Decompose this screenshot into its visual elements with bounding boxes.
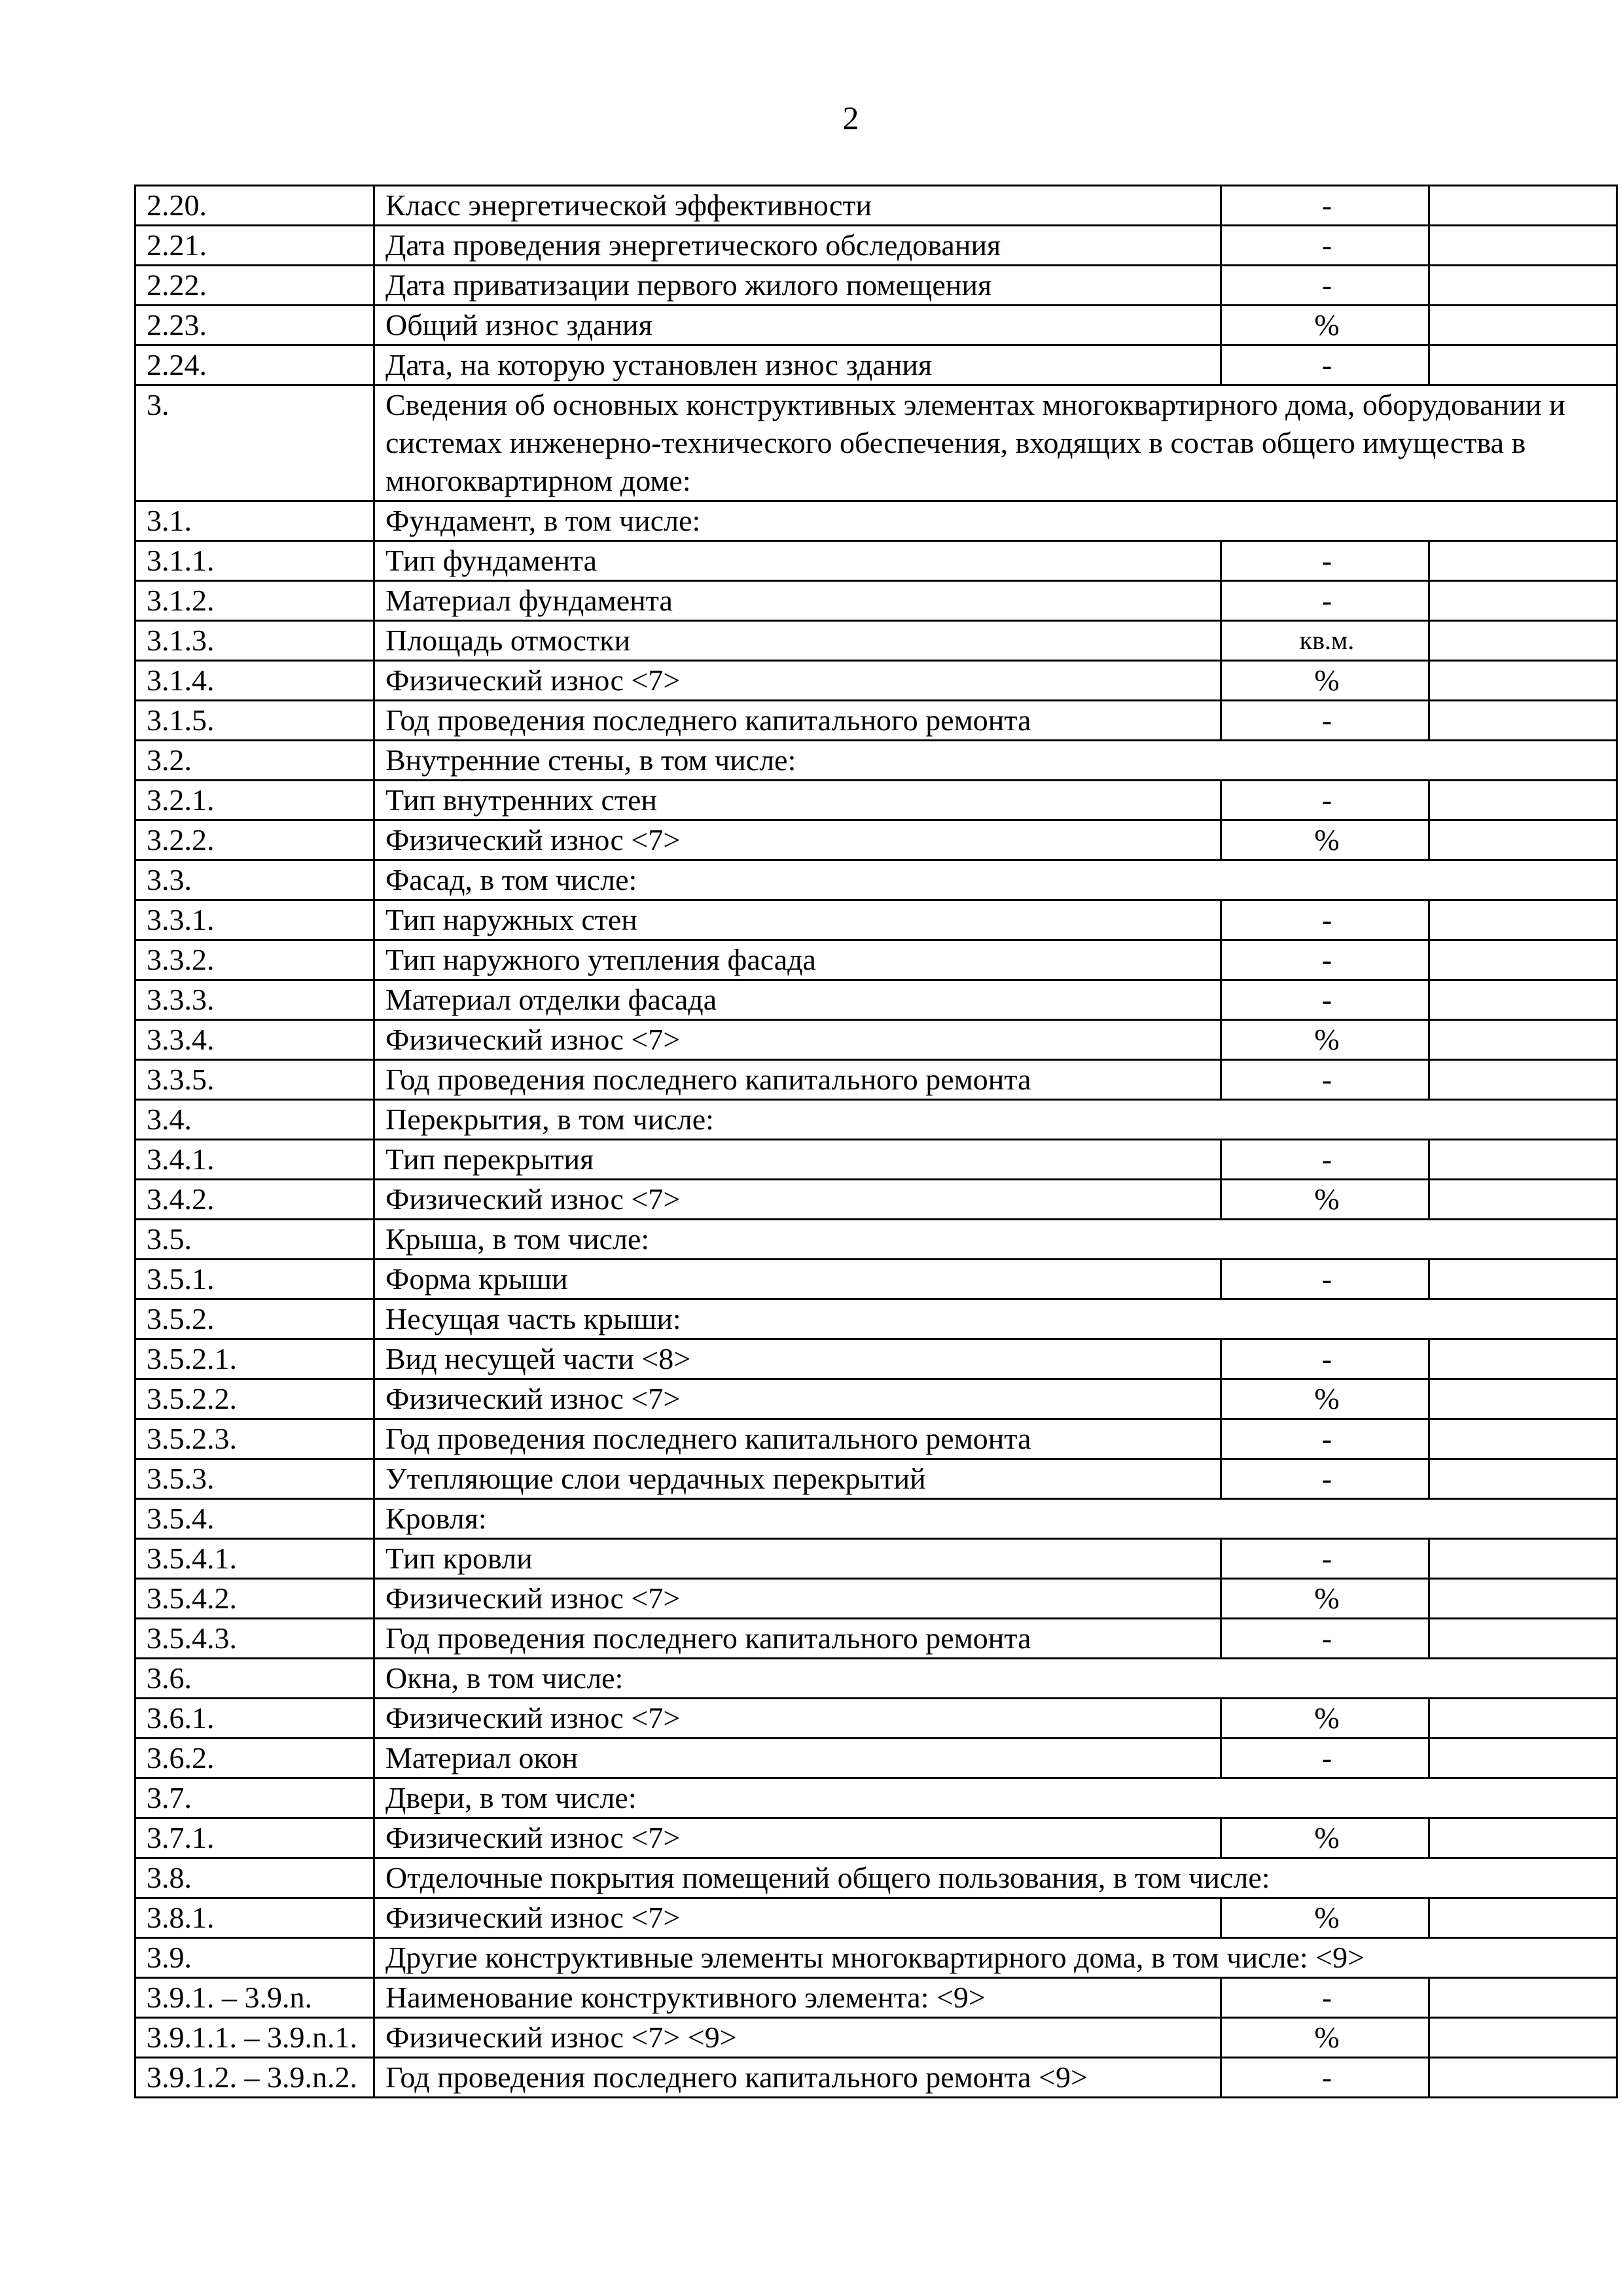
- section-title: Отделочные покрытия помещений общего пользования, в том числе:: [374, 1858, 1617, 1898]
- table-row: [135, 186, 1617, 226]
- section-title: Внутренние стены, в том числе:: [374, 741, 1617, 781]
- section-title: Фасад, в том числе:: [374, 860, 1617, 900]
- row-value: [1429, 1459, 1617, 1499]
- row-name: Класс энергетической эффективности: [374, 186, 1221, 226]
- row-number: 3.1.3.: [135, 621, 374, 661]
- row-name: Тип наружного утепления фасада: [374, 940, 1221, 980]
- section-title: Другие конструктивные элементы многоквартирного дома, в том числе: <9>: [374, 1938, 1617, 1978]
- table-row: [135, 1978, 1617, 2018]
- row-value: [1429, 1739, 1617, 1778]
- row-name: Дата, на которую установлен износ здания: [374, 345, 1221, 385]
- row-unit: -: [1221, 266, 1429, 306]
- table-row: [135, 226, 1617, 266]
- row-name: Год проведения последнего капитального ремонта: [374, 1419, 1221, 1459]
- row-unit: -: [1221, 581, 1429, 621]
- row-unit: -: [1221, 226, 1429, 266]
- row-number: 3.5.4.: [135, 1499, 374, 1539]
- row-number: 3.2.2.: [135, 821, 374, 860]
- row-value: [1429, 1699, 1617, 1739]
- row-number: 3.5.4.1.: [135, 1539, 374, 1579]
- row-unit: %: [1221, 821, 1429, 860]
- section-row: [135, 1778, 1617, 1818]
- table-row: [135, 1539, 1617, 1579]
- table-row: [135, 900, 1617, 940]
- section-title: Кровля:: [374, 1499, 1617, 1539]
- row-name: Тип перекрытия: [374, 1140, 1221, 1180]
- row-unit: -: [1221, 1060, 1429, 1100]
- row-name: Физический износ <7>: [374, 661, 1221, 701]
- row-value: [1429, 1619, 1617, 1659]
- row-number: 3.4.: [135, 1100, 374, 1140]
- row-unit: -: [1221, 1978, 1429, 2018]
- table-row: [135, 1898, 1617, 1938]
- row-number: 3.2.1.: [135, 781, 374, 821]
- page-number: 2: [842, 99, 859, 136]
- table-row: [135, 1060, 1617, 1100]
- row-value: [1429, 1379, 1617, 1419]
- section-row: [135, 1499, 1617, 1539]
- table-row: [135, 1579, 1617, 1619]
- row-value: [1429, 1180, 1617, 1220]
- table-row: [135, 1180, 1617, 1220]
- table-row: [135, 701, 1617, 741]
- row-name: Материал отделки фасада: [374, 980, 1221, 1020]
- row-name: Год проведения последнего капитального ремонта: [374, 1060, 1221, 1100]
- row-number: 3.3.3.: [135, 980, 374, 1020]
- row-value: [1429, 621, 1617, 661]
- table-row: [135, 306, 1617, 345]
- table-row: [135, 781, 1617, 821]
- row-name: Вид несущей части <8>: [374, 1339, 1221, 1379]
- row-number: 3.4.1.: [135, 1140, 374, 1180]
- row-name: Физический износ <7> <9>: [374, 2018, 1221, 2058]
- row-name: Дата приватизации первого жилого помещения: [374, 266, 1221, 306]
- row-number: 3.5.2.2.: [135, 1379, 374, 1419]
- row-number: 3.5.4.3.: [135, 1619, 374, 1659]
- row-number: 3.8.1.: [135, 1898, 374, 1938]
- row-unit: -: [1221, 186, 1429, 226]
- table-row: [135, 1379, 1617, 1419]
- row-name: Физический износ <7>: [374, 1579, 1221, 1619]
- row-unit: -: [1221, 781, 1429, 821]
- row-value: [1429, 541, 1617, 581]
- table-row: [135, 266, 1617, 306]
- row-name: Физический износ <7>: [374, 1699, 1221, 1739]
- row-name: Физический износ <7>: [374, 821, 1221, 860]
- row-value: [1429, 1140, 1617, 1180]
- section-row: [135, 1100, 1617, 1140]
- row-number: 3.5.2.3.: [135, 1419, 374, 1459]
- row-name: Утепляющие слои чердачных перекрытий: [374, 1459, 1221, 1499]
- row-unit: -: [1221, 1260, 1429, 1299]
- row-number: 3.1.5.: [135, 701, 374, 741]
- row-name: Год проведения последнего капитального ремонта: [374, 1619, 1221, 1659]
- row-number: 3.: [135, 385, 374, 501]
- row-value: [1429, 1260, 1617, 1299]
- section-row: [135, 1858, 1617, 1898]
- row-name: Тип внутренних стен: [374, 781, 1221, 821]
- row-unit: %: [1221, 1818, 1429, 1858]
- row-unit: -: [1221, 2058, 1429, 2098]
- row-value: [1429, 781, 1617, 821]
- table-row: [135, 1419, 1617, 1459]
- row-value: [1429, 1898, 1617, 1938]
- row-value: [1429, 2058, 1617, 2098]
- row-number: 2.22.: [135, 266, 374, 306]
- row-name: Материал фундамента: [374, 581, 1221, 621]
- section-row: [135, 860, 1617, 900]
- row-unit: %: [1221, 1180, 1429, 1220]
- row-number: 3.6.2.: [135, 1739, 374, 1778]
- table-row: [135, 1818, 1617, 1858]
- section-row: [135, 1299, 1617, 1339]
- row-name: Физический износ <7>: [374, 1379, 1221, 1419]
- table-row: [135, 2058, 1617, 2098]
- row-number: 3.9.1. – 3.9.n.: [135, 1978, 374, 2018]
- row-value: [1429, 2018, 1617, 2058]
- row-unit: %: [1221, 306, 1429, 345]
- row-value: [1429, 1579, 1617, 1619]
- row-number: 2.20.: [135, 186, 374, 226]
- row-value: [1429, 900, 1617, 940]
- row-name: Дата проведения энергетического обследования: [374, 226, 1221, 266]
- table-row: [135, 1699, 1617, 1739]
- row-name: Наименование конструктивного элемента: <9>: [374, 1978, 1221, 2018]
- row-number: 2.21.: [135, 226, 374, 266]
- row-unit: -: [1221, 980, 1429, 1020]
- row-number: 3.7.: [135, 1778, 374, 1818]
- row-value: [1429, 1419, 1617, 1459]
- table-row: [135, 1739, 1617, 1778]
- row-value: [1429, 581, 1617, 621]
- passport-table: [134, 185, 1618, 2098]
- table-row: [135, 980, 1617, 1020]
- row-unit: %: [1221, 1699, 1429, 1739]
- row-unit: -: [1221, 345, 1429, 385]
- row-number: 3.5.4.2.: [135, 1579, 374, 1619]
- row-name: Физический износ <7>: [374, 1898, 1221, 1938]
- section-title: Окна, в том числе:: [374, 1659, 1617, 1699]
- row-number: 3.6.1.: [135, 1699, 374, 1739]
- row-name: Год проведения последнего капитального ремонта <9>: [374, 2058, 1221, 2098]
- row-number: 2.23.: [135, 306, 374, 345]
- row-name: Физический износ <7>: [374, 1180, 1221, 1220]
- section-title: Двери, в том числе:: [374, 1778, 1617, 1818]
- row-name: Площадь отмостки: [374, 621, 1221, 661]
- row-number: 3.3.2.: [135, 940, 374, 980]
- row-number: 3.1.4.: [135, 661, 374, 701]
- row-value: [1429, 701, 1617, 741]
- table-row: [135, 1459, 1617, 1499]
- row-unit: кв.м.: [1221, 621, 1429, 661]
- row-number: 3.1.: [135, 501, 374, 541]
- row-unit: %: [1221, 1579, 1429, 1619]
- table-row: [135, 821, 1617, 860]
- row-unit: %: [1221, 1020, 1429, 1060]
- row-unit: -: [1221, 940, 1429, 980]
- row-number: 3.3.1.: [135, 900, 374, 940]
- row-number: 3.5.1.: [135, 1260, 374, 1299]
- row-name: Тип фундамента: [374, 541, 1221, 581]
- section-row: [135, 1659, 1617, 1699]
- row-unit: -: [1221, 541, 1429, 581]
- row-unit: -: [1221, 1619, 1429, 1659]
- table-row: [135, 1020, 1617, 1060]
- section-row: [135, 385, 1617, 501]
- section-title: Перекрытия, в том числе:: [374, 1100, 1617, 1140]
- row-unit: %: [1221, 1898, 1429, 1938]
- row-number: 3.1.2.: [135, 581, 374, 621]
- row-number: 3.8.: [135, 1858, 374, 1898]
- table-row: [135, 345, 1617, 385]
- table-row: [135, 2018, 1617, 2058]
- row-number: 3.9.1.1. – 3.9.n.1.: [135, 2018, 374, 2058]
- row-number: 3.9.1.2. – 3.9.n.2.: [135, 2058, 374, 2098]
- row-number: 2.24.: [135, 345, 374, 385]
- section-row: [135, 1938, 1617, 1978]
- table-row: [135, 1619, 1617, 1659]
- row-value: [1429, 1060, 1617, 1100]
- section-row: [135, 1220, 1617, 1260]
- table-row: [135, 541, 1617, 581]
- row-name: Форма крыши: [374, 1260, 1221, 1299]
- table-row: [135, 1339, 1617, 1379]
- section-title: Несущая часть крыши:: [374, 1299, 1617, 1339]
- row-unit: -: [1221, 1419, 1429, 1459]
- section-row: [135, 741, 1617, 781]
- row-unit: %: [1221, 2018, 1429, 2058]
- row-number: 3.5.: [135, 1220, 374, 1260]
- table-row: [135, 661, 1617, 701]
- row-number: 3.1.1.: [135, 541, 374, 581]
- row-value: [1429, 1020, 1617, 1060]
- row-value: [1429, 1818, 1617, 1858]
- row-unit: -: [1221, 1459, 1429, 1499]
- row-name: Общий износ здания: [374, 306, 1221, 345]
- row-unit: -: [1221, 701, 1429, 741]
- row-name: Физический износ <7>: [374, 1818, 1221, 1858]
- row-number: 3.5.2.1.: [135, 1339, 374, 1379]
- row-value: [1429, 186, 1617, 226]
- passport-table-body: [135, 186, 1617, 2098]
- row-unit: -: [1221, 1140, 1429, 1180]
- row-value: [1429, 266, 1617, 306]
- row-unit: %: [1221, 1379, 1429, 1419]
- table-row: [135, 581, 1617, 621]
- row-value: [1429, 1339, 1617, 1379]
- row-number: 3.3.: [135, 860, 374, 900]
- table-row: [135, 1260, 1617, 1299]
- row-value: [1429, 1539, 1617, 1579]
- row-value: [1429, 821, 1617, 860]
- row-value: [1429, 940, 1617, 980]
- row-name: Материал окон: [374, 1739, 1221, 1778]
- section-title: Фундамент, в том числе:: [374, 501, 1617, 541]
- row-number: 3.3.5.: [135, 1060, 374, 1100]
- row-value: [1429, 226, 1617, 266]
- row-name: Тип кровли: [374, 1539, 1221, 1579]
- row-value: [1429, 306, 1617, 345]
- row-number: 3.7.1.: [135, 1818, 374, 1858]
- row-number: 3.2.: [135, 741, 374, 781]
- row-unit: %: [1221, 661, 1429, 701]
- row-number: 3.3.4.: [135, 1020, 374, 1060]
- section-title: Крыша, в том числе:: [374, 1220, 1617, 1260]
- row-value: [1429, 345, 1617, 385]
- table-row: [135, 1140, 1617, 1180]
- row-name: Физический износ <7>: [374, 1020, 1221, 1060]
- row-number: 3.5.3.: [135, 1459, 374, 1499]
- row-name: Год проведения последнего капитального ремонта: [374, 701, 1221, 741]
- row-unit: -: [1221, 1339, 1429, 1379]
- row-value: [1429, 980, 1617, 1020]
- row-value: [1429, 1978, 1617, 2018]
- row-unit: -: [1221, 1539, 1429, 1579]
- row-number: 3.9.: [135, 1938, 374, 1978]
- row-value: [1429, 661, 1617, 701]
- row-unit: -: [1221, 1739, 1429, 1778]
- section-title: Сведения об основных конструктивных элементах многоквартирного дома, оборудовании и системах инженерно-технического обеспечения, входящих в состав общего имущества в многоквартирном доме:: [374, 385, 1617, 501]
- row-number: 3.5.2.: [135, 1299, 374, 1339]
- row-name: Тип наружных стен: [374, 900, 1221, 940]
- row-number: 3.6.: [135, 1659, 374, 1699]
- section-row: [135, 501, 1617, 541]
- row-number: 3.4.2.: [135, 1180, 374, 1220]
- table-row: [135, 940, 1617, 980]
- row-unit: -: [1221, 900, 1429, 940]
- table-row: [135, 621, 1617, 661]
